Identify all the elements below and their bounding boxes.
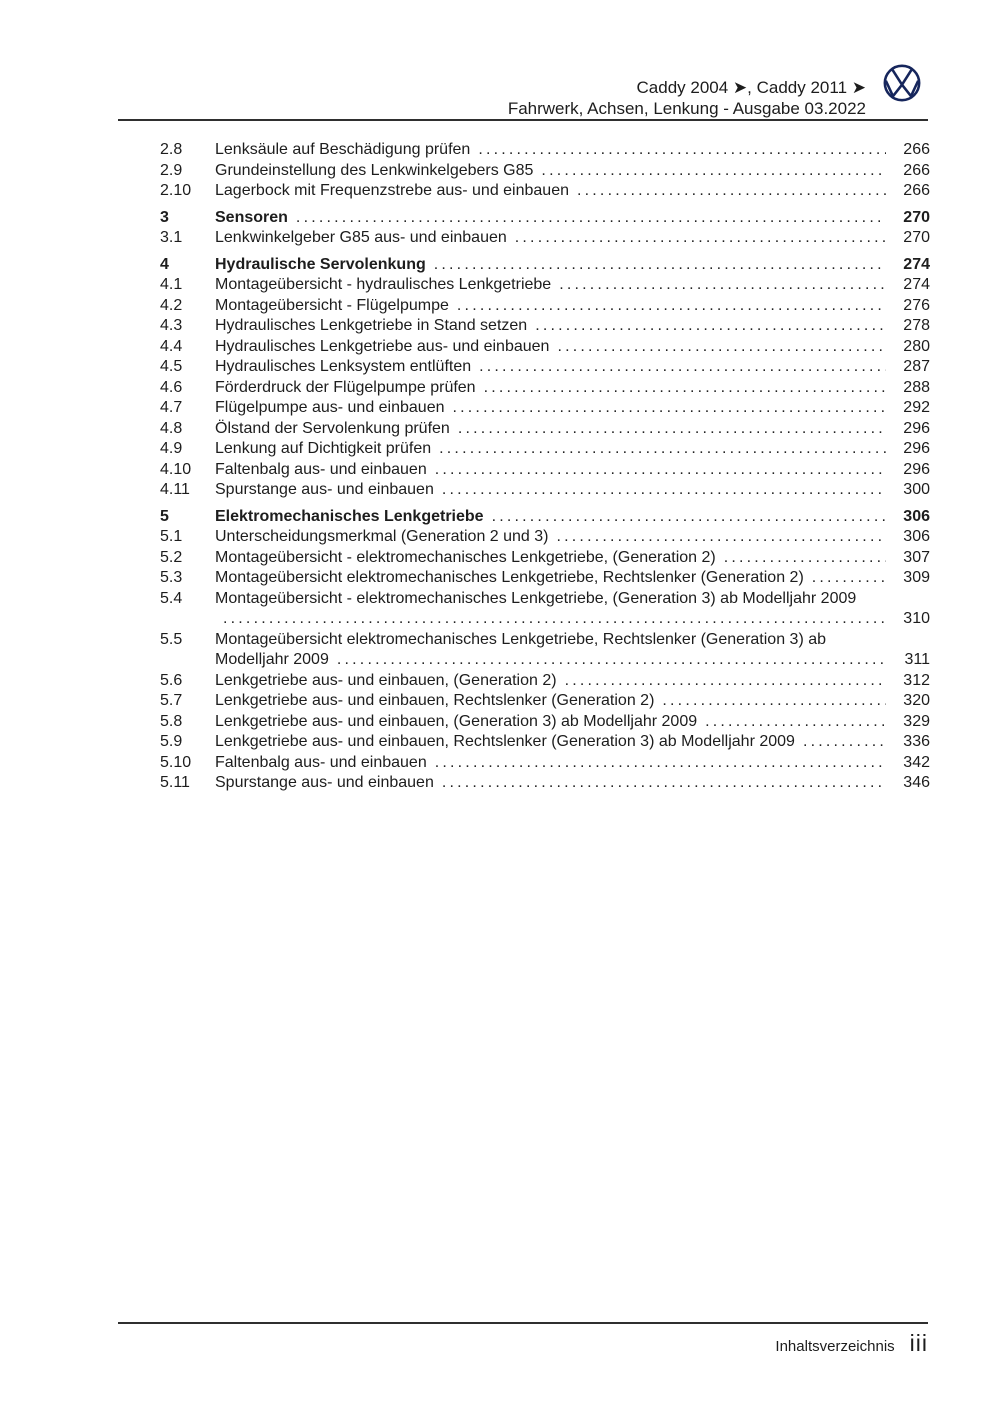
toc-entry-title: Lenkung auf Dichtigkeit prüfen: [215, 440, 432, 457]
toc-entry-page: 276: [903, 296, 930, 314]
toc-entry-line: [215, 480, 930, 501]
toc-entry-number: 4.5: [160, 358, 183, 375]
toc-row: [160, 691, 930, 712]
toc-entry-line: [215, 208, 930, 229]
toc-entry-title: Montageübersicht - elektromechanisches Lenkgetriebe, (Generation 2): [215, 548, 716, 566]
toc-entry-line: [215, 140, 930, 161]
page-footer: [775, 1330, 928, 1357]
toc-row: [160, 161, 930, 182]
toc-entry-number: 5.7: [160, 692, 183, 709]
toc-entry-page: 274: [903, 255, 930, 273]
toc-entry-title: Sensoren: [215, 208, 288, 226]
toc-entry-title: Montageübersicht - Flügelpumpe: [215, 296, 449, 314]
toc-entry-page: 300: [903, 481, 930, 498]
toc-row: [160, 568, 930, 589]
toc-leader-dots: [812, 568, 886, 589]
toc-leader-dots: [458, 419, 886, 440]
toc-row: [160, 296, 930, 317]
toc-entry-title: Ölstand der Servolenkung prüfen: [215, 419, 450, 437]
toc-entry-title: Hydraulisches Lenkgetriebe in Stand setzen: [215, 317, 528, 334]
toc-entry-page: 292: [903, 399, 930, 416]
toc-leader-dots: [492, 507, 886, 528]
toc-entry-title: Lenkgetriebe aus- und einbauen, Rechtslenker (Generation 2): [215, 692, 655, 709]
toc-leader-dots: [442, 480, 886, 501]
toc-row: [160, 589, 930, 610]
toc-row: [160, 650, 930, 671]
toc-leader-dots: [559, 275, 886, 296]
toc-entry-page: 312: [903, 671, 930, 689]
toc-entry-line: [215, 773, 930, 794]
toc-entry-title: Lenkgetriebe aus- und einbauen, (Generation 3) ab Modelljahr 2009: [215, 712, 698, 730]
toc-leader-dots: [662, 691, 886, 712]
toc-entry-page: 296: [903, 419, 930, 437]
toc-entry-page: 307: [903, 548, 930, 566]
toc-row: [160, 275, 930, 296]
toc-entry-line: [215, 161, 930, 182]
toc-entry-line: [215, 255, 930, 276]
toc-entry-number: 5.2: [160, 548, 183, 566]
toc-entry-number: 4.11: [160, 481, 190, 498]
toc-entry-page: 266: [903, 141, 930, 158]
header-edition-line: Fahrwerk, Achsen, Lenkung - Ausgabe 03.2022: [507, 99, 866, 118]
toc-leader-dots: [439, 439, 886, 460]
toc-entry-title: Hydraulisches Lenksystem entlüften: [215, 358, 472, 375]
toc-entry-page: 288: [903, 378, 930, 396]
toc-entry-title: Faltenbalg aus- und einbauen: [215, 460, 427, 478]
toc-leader-dots: [453, 398, 887, 419]
toc-leader-dots: [541, 161, 886, 182]
toc-entry-title: Lenksäule auf Beschädigung prüfen: [215, 141, 471, 158]
toc-leader-dots: [435, 753, 886, 774]
toc-entry-page: 329: [903, 712, 930, 730]
toc-row: [160, 228, 930, 249]
toc-entry-page: 270: [903, 229, 930, 246]
toc-entry-page: 306: [903, 507, 930, 525]
toc-entry-line: [215, 296, 930, 317]
toc-entry-page: 270: [903, 208, 930, 226]
toc-entry-title: Spurstange aus- und einbauen: [215, 774, 434, 791]
toc-row: [160, 208, 930, 229]
toc-leader-dots: [434, 255, 886, 276]
toc-entry-title: Förderdruck der Flügelpumpe prüfen: [215, 378, 476, 396]
toc-entry-page: 266: [903, 182, 930, 199]
toc-entry-number: 4.9: [160, 440, 183, 457]
toc-row: [160, 527, 930, 548]
toc-entry-number: 4: [160, 255, 169, 273]
toc-entry-page: 296: [903, 440, 930, 457]
toc-entry-number: 5.8: [160, 712, 183, 730]
toc-leader-dots: [484, 378, 886, 399]
toc-leader-dots: [724, 548, 886, 569]
toc-entry-line: [215, 439, 930, 460]
toc-entry-line: [215, 460, 930, 481]
toc-entry-title: Unterscheidungsmerkmal (Generation 2 und 3): [215, 528, 549, 545]
toc-entry-page: 296: [903, 460, 930, 478]
toc-row: [160, 255, 930, 276]
toc-leader-dots: [803, 732, 886, 753]
toc-entry-number: 5.10: [160, 753, 192, 771]
toc-entry-title: Elektromechanisches Lenkgetriebe: [215, 507, 484, 525]
toc-entry-number: 5.1: [160, 528, 183, 545]
toc-entry-number: 3.1: [160, 229, 183, 246]
toc-entry-number: 5.5: [160, 630, 183, 648]
table-of-contents: [160, 140, 930, 794]
toc-row: [160, 419, 930, 440]
toc-entry-page: 306: [903, 528, 930, 545]
toc-entry-page: 336: [903, 733, 930, 750]
toc-leader-dots: [478, 140, 886, 161]
toc-entry-number: 2.8: [160, 141, 183, 158]
toc-row: [160, 773, 930, 794]
footer-page-number: iii: [909, 1330, 928, 1356]
toc-entry-number: 4.8: [160, 419, 183, 437]
toc-entry-title: Montageübersicht elektromechanisches Lenkgetriebe, Rechtslenker (Generation 3) ab: [215, 630, 827, 648]
toc-entry-number: 5.3: [160, 569, 183, 586]
vw-logo-icon: [882, 63, 922, 103]
toc-leader-dots: [515, 228, 886, 249]
toc-entry-title: Montageübersicht - hydraulisches Lenkgetriebe: [215, 276, 552, 293]
toc-row: [160, 316, 930, 337]
toc-leader-dots: [479, 357, 886, 378]
toc-entry-line: [215, 398, 930, 419]
toc-leader-dots: [442, 773, 886, 794]
toc-entry-line: [215, 337, 930, 358]
toc-entry-line: [215, 589, 930, 610]
toc-entry-page: 342: [903, 753, 930, 771]
toc-row: [160, 398, 930, 419]
toc-row: [160, 507, 930, 528]
toc-entry-line: [215, 712, 930, 733]
toc-row: [160, 181, 930, 202]
toc-row: [160, 753, 930, 774]
toc-entry-line: [215, 650, 930, 671]
toc-entry-title: Montageübersicht elektromechanisches Lenkgetriebe, Rechtslenker (Generation 2): [215, 569, 804, 586]
toc-entry-title: Faltenbalg aus- und einbauen: [215, 753, 427, 771]
toc-entry-title: Flügelpumpe aus- und einbauen: [215, 399, 445, 416]
toc-row: [160, 439, 930, 460]
toc-entry-page: 320: [903, 692, 930, 709]
toc-entry-line: [215, 609, 930, 630]
toc-leader-dots: [565, 671, 886, 692]
toc-leader-dots: [296, 208, 886, 229]
toc-entry-page: 266: [903, 161, 930, 179]
header-divider: [118, 119, 928, 121]
header-model-line: Caddy 2004 ➤, Caddy 2011 ➤: [636, 78, 866, 97]
toc-entry-title: Spurstange aus- und einbauen: [215, 481, 434, 498]
toc-entry-page: 310: [903, 610, 930, 627]
toc-entry-number: 4.4: [160, 337, 183, 355]
toc-row: [160, 337, 930, 358]
toc-entry-title: Lenkgetriebe aus- und einbauen, (Generation 2): [215, 671, 557, 689]
toc-row: [160, 140, 930, 161]
toc-entry-number: 4.1: [160, 276, 183, 293]
toc-entry-page: 309: [903, 569, 930, 586]
toc-entry-number: 4.10: [160, 460, 192, 478]
toc-entry-page: 287: [903, 358, 930, 375]
toc-entry-page: 311: [904, 651, 930, 668]
toc-entry-number: 4.7: [160, 399, 183, 416]
toc-entry-line: [215, 378, 930, 399]
toc-entry-line: [215, 275, 930, 296]
toc-entry-line: [215, 316, 930, 337]
toc-row: [160, 460, 930, 481]
toc-entry-line: [215, 419, 930, 440]
toc-entry-line: [215, 228, 930, 249]
toc-entry-number: 5: [160, 507, 169, 525]
toc-leader-dots: [705, 712, 886, 733]
toc-entry-line: [215, 753, 930, 774]
toc-row: [160, 630, 930, 651]
toc-entry-line: [215, 527, 930, 548]
toc-entry-line: [215, 732, 930, 753]
toc-entry-title: Lenkgetriebe aus- und einbauen, Rechtslenker (Generation 3) ab Modelljahr 2009: [215, 733, 795, 750]
footer-section-label: Inhaltsverzeichnis: [775, 1338, 895, 1355]
toc-entry-page: 280: [903, 337, 930, 355]
toc-entry-title: Lenkwinkelgeber G85 aus- und einbauen: [215, 229, 507, 246]
toc-entry-title: Hydraulische Servolenkung: [215, 255, 426, 273]
toc-entry-line: [215, 671, 930, 692]
toc-row: [160, 548, 930, 569]
toc-row: [160, 357, 930, 378]
toc-entry-title: Montageübersicht - elektromechanisches Lenkgetriebe, (Generation 3) ab Modelljahr 2009: [215, 589, 857, 607]
toc-entry-title: Modelljahr 2009: [215, 651, 329, 668]
toc-entry-number: 5.9: [160, 733, 183, 750]
toc-entry-line: [215, 630, 930, 651]
footer-divider: [118, 1322, 928, 1324]
toc-row: [160, 671, 930, 692]
toc-entry-title: Lagerbock mit Frequenzstrebe aus- und einbauen: [215, 182, 569, 199]
toc-entry-line: [215, 181, 930, 202]
toc-row: [160, 712, 930, 733]
toc-entry-title: Hydraulisches Lenkgetriebe aus- und einbauen: [215, 337, 550, 355]
toc-leader-dots: [457, 296, 886, 317]
toc-entry-number: 2.10: [160, 182, 192, 199]
toc-row: [160, 609, 930, 630]
toc-entry-number: 4.6: [160, 378, 183, 396]
toc-entry-number: 5.4: [160, 589, 183, 607]
toc-entry-title: Grundeinstellung des Lenkwinkelgebers G85: [215, 161, 534, 179]
toc-entry-number: 5.11: [160, 774, 190, 791]
toc-entry-line: [215, 548, 930, 569]
toc-entry-number: 5.6: [160, 671, 183, 689]
toc-entry-number: 2.9: [160, 161, 183, 179]
toc-leader-dots: [577, 181, 886, 202]
toc-entry-line: [215, 691, 930, 712]
toc-entry-number: 3: [160, 208, 169, 226]
header-text: [508, 77, 866, 119]
toc-row: [160, 732, 930, 753]
toc-leader-dots: [223, 609, 886, 630]
page-header: [118, 77, 928, 123]
toc-entry-line: [215, 568, 930, 589]
toc-row: [160, 480, 930, 501]
toc-row: [160, 378, 930, 399]
toc-entry-number: 4.3: [160, 317, 183, 334]
toc-entry-line: [215, 357, 930, 378]
toc-leader-dots: [435, 460, 886, 481]
toc-leader-dots: [535, 316, 886, 337]
toc-leader-dots: [557, 337, 886, 358]
toc-leader-dots: [557, 527, 887, 548]
toc-entry-number: 4.2: [160, 296, 183, 314]
toc-entry-page: 278: [903, 317, 930, 334]
toc-entry-line: [215, 507, 930, 528]
toc-entry-page: 346: [903, 774, 930, 791]
toc-entry-page: 274: [903, 276, 930, 293]
toc-leader-dots: [337, 650, 886, 671]
